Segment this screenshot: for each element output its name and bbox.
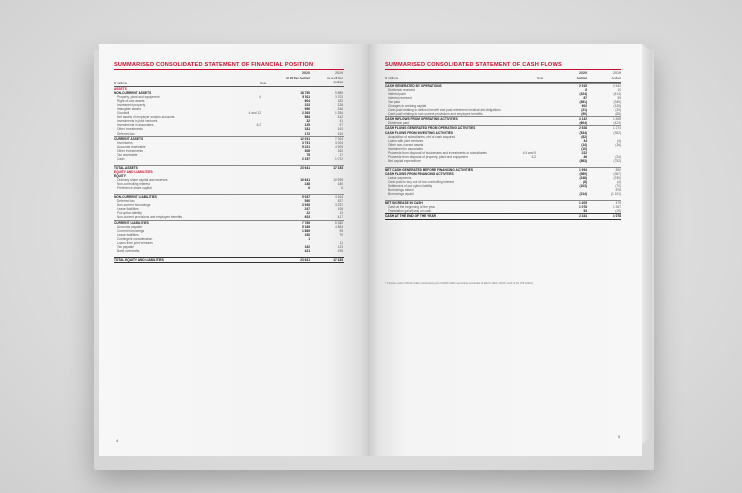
row-value-2019: 97 — [339, 123, 343, 128]
row-value-2020: 584 — [304, 115, 310, 120]
row-value-2019: 228 — [337, 103, 343, 108]
row-value-2019: 262 — [337, 148, 343, 153]
row-value-2019: 9 889 — [335, 91, 343, 96]
left-sub-2019: As at 28 Dec Audited — [326, 76, 343, 84]
row-label: Dividends received — [388, 88, 415, 93]
row-value-2020: 7 789 — [302, 220, 310, 225]
row-label: TOTAL EQUITY AND LIABILITIES — [114, 257, 164, 262]
row-label: Cash paid relating to defined benefit and post-retirement medical aid obligations — [388, 108, 501, 113]
table-row — [385, 213, 621, 219]
row-label: Deferred tax — [117, 199, 135, 204]
row-value-2019: (85) — [615, 112, 621, 117]
row-value-2019: 1 284 — [335, 111, 343, 116]
row-label: Interest received — [388, 96, 412, 101]
row-value-2020: 3 791 — [302, 140, 310, 145]
row-value-2020: 990 — [304, 107, 310, 112]
row-value-2019: 527 — [337, 199, 343, 204]
right-year-2019: 2019 — [613, 71, 621, 75]
row-value-2020: 3 935 — [302, 203, 310, 208]
row-value-2020: 162 — [304, 244, 310, 249]
left-page — [99, 44, 368, 456]
left-year-2019: 2019 — [335, 71, 343, 75]
row-value-2019: 4 909 — [335, 144, 343, 149]
row-label: Non-controlling interest — [117, 182, 150, 187]
row-value-2019: 13 — [339, 211, 343, 216]
row-label: Lease payments — [388, 176, 412, 181]
row-label: Contingent consideration — [117, 236, 153, 241]
row-value-2020: 150 — [304, 232, 310, 237]
row-value-2020: (90) — [581, 112, 587, 117]
page-number-left: 4 — [116, 438, 119, 443]
row-label: Current borrowings — [117, 228, 145, 233]
row-label: Tax paid — [388, 100, 400, 105]
row-value-2020: 125 — [304, 123, 310, 128]
row-value-2020: (103) — [579, 184, 587, 189]
row-label: EQUITY AND LIABILITIES — [114, 169, 153, 174]
page-stack-edge — [642, 44, 652, 444]
row-value-2019: 1 078 — [613, 214, 621, 219]
row-value-2019: (70) — [615, 184, 621, 189]
right-sub-2019: Audited — [611, 76, 621, 80]
left-year-2020: 2020 — [302, 71, 310, 75]
row-value-2019: (352) — [613, 130, 621, 135]
right-sub-2020: Audited — [576, 76, 587, 80]
row-label: Dividends paid — [388, 121, 409, 126]
title-rule-right — [385, 69, 621, 70]
row-value-2019: 442 — [337, 115, 343, 120]
row-label: Put option liability — [117, 211, 142, 216]
row-label: Other investments — [117, 127, 143, 132]
row-value-2020: (324) — [579, 92, 587, 97]
row-note: 6.2 — [256, 123, 261, 128]
row-label: Accounts receivable — [117, 144, 146, 149]
row-value-2020: 421 — [304, 248, 310, 253]
row-value-2019: 154 — [337, 131, 343, 136]
row-value-2019: 6 — [341, 186, 343, 191]
row-value-2020: 53 — [583, 209, 587, 214]
row-value-2020: 5 221 — [302, 144, 310, 149]
row-label: NON-CURRENT ASSETS — [114, 91, 152, 96]
row-value-2020: 6 — [308, 186, 310, 191]
row-value-2019: (424) — [613, 121, 621, 126]
row-label: Ordinary share capital and reserves — [117, 178, 168, 183]
row-value-2019: (367) — [613, 171, 621, 176]
row-label: Bank overdrafts — [117, 248, 140, 253]
row-value-2020: (589) — [579, 171, 587, 176]
row-value-2019: 95 — [339, 228, 343, 233]
row-label: Interest paid — [388, 92, 406, 97]
row-label: Changes in working capital — [388, 104, 427, 109]
row-label: ASSETS — [114, 87, 127, 91]
row-value-2019: 1 698 — [613, 117, 621, 122]
row-label: NON-CURRENT LIABILITIES — [114, 195, 157, 200]
row-value-2020: (82) — [581, 134, 587, 139]
row-value-2020: 1 994 — [579, 167, 587, 172]
row-label: Cash at the beginning of the year — [388, 205, 435, 210]
row-label: Investment in associates — [388, 146, 423, 151]
row-value-2020: 1 078 — [579, 205, 587, 210]
row-label: Borrowings raised — [388, 188, 414, 193]
cash-flows-table — [385, 83, 621, 220]
row-value-2020: (14) — [581, 142, 587, 147]
row-value-2019: (230) — [613, 176, 621, 181]
row-value-2019: 4 883 — [335, 224, 343, 229]
row-value-2020: (10) — [581, 146, 587, 151]
row-note: 4 and 12 — [248, 111, 261, 116]
row-value-2019: (34) — [615, 154, 621, 159]
row-value-2020: 2 263 — [302, 111, 310, 116]
row-value-2019: 180 — [337, 182, 343, 187]
row-value-2019: (4) — [617, 180, 621, 185]
row-value-2019: (4) — [617, 138, 621, 143]
row-value-2020: 308 — [304, 148, 310, 153]
row-label: Accounts payable — [117, 224, 143, 229]
row-label: CURRENT ASSETS — [114, 136, 144, 141]
row-value-2020: (214) — [579, 192, 587, 197]
row-label: CASH FLOWS FROM FINANCING ACTIVITIES — [385, 171, 454, 176]
row-value-2019: 2 642 — [613, 84, 621, 88]
row-label: Inventories — [117, 140, 133, 145]
row-value-2020: 22 — [306, 211, 310, 216]
row-value-2020: (8) — [583, 180, 587, 185]
left-column-header — [114, 71, 344, 85]
row-value-2019: 1 274 — [613, 126, 621, 131]
row-label: Translation gain/(loss) on cash — [388, 209, 432, 214]
row-value-2020: 8 — [585, 88, 587, 93]
row-label: Cash paid to buy out of non-controlling interest — [388, 180, 454, 185]
row-value-2020: 1 405 — [579, 201, 587, 206]
row-value-2020: (361) — [579, 100, 587, 105]
row-label: Investments in associates — [117, 123, 154, 128]
row-value-2020: 32 — [306, 119, 310, 124]
row-value-2019: 10 995 — [333, 178, 343, 183]
row-value-2020: 5 037 — [302, 195, 310, 200]
right-units-label: R millions — [385, 76, 399, 80]
financial-position-title: SUMMARISED CONSOLIDATED STATEMENT OF FINANCIAL POSITION — [114, 62, 314, 68]
row-label: Property, plant and equipment — [117, 95, 160, 100]
row-label: Settlement of put option liability — [388, 184, 433, 189]
row-label: Loans with joint ventures — [388, 138, 424, 143]
row-value-2020: 148 — [304, 182, 310, 187]
row-value-2019: 4 004 — [335, 140, 343, 145]
row-value-2020: 172 — [304, 131, 310, 136]
row-label: Other investments — [117, 148, 143, 153]
row-label: Proceeds from disposal of businesses and investments in subsidiaries — [388, 150, 487, 155]
row-label: Non-current provisions and employee benefits — [117, 215, 183, 220]
row-label: Cash — [117, 156, 125, 161]
row-value-2019: 7 264 — [335, 136, 343, 141]
row-value-2020: (534) — [579, 130, 587, 135]
row-value-2020: 36 — [583, 154, 587, 159]
row-label: Proceeds from disposal of property, plant and equipment — [388, 154, 468, 159]
row-label: EQUITY — [114, 173, 126, 178]
row-value-2019: 41 — [339, 119, 343, 124]
row-value-2019: 17 153 — [333, 257, 343, 262]
row-value-2019: (414) — [613, 92, 621, 97]
row-value-2020: 222 — [581, 150, 587, 155]
row-value-2020: 2 434 — [579, 214, 587, 219]
row-label: CASH INFLOWS FROM OPERATING ACTIVITIES — [385, 117, 458, 122]
row-label: NET INCREASE IN CASH — [385, 201, 423, 206]
table-row — [114, 257, 344, 263]
row-value-2019: 11 — [339, 240, 343, 245]
row-value-2019: 876 — [615, 188, 621, 193]
row-label: CASH FLOWS GENERATED FROM OPERATING ACTIVITIES — [385, 126, 476, 131]
row-label: Right-of-use assets — [117, 99, 145, 104]
cash-footnote: * Includes cash of R129 million (restricted) and of R280 million and bank overdrafts of R421 million (2019: cash of R1 078 million). — [385, 282, 534, 285]
row-label: Investment property — [117, 103, 146, 108]
row-value-2019: 417 — [337, 215, 343, 220]
row-label: Net assets of employer surplus accounts — [117, 115, 175, 120]
row-label: TOTAL ASSETS — [114, 165, 138, 170]
row-value-2019: 3 297 — [335, 203, 343, 208]
row-value-2020: 2 157 — [302, 156, 310, 161]
row-value-2020: 623 — [304, 215, 310, 220]
row-value-2020: 5 511 — [302, 95, 310, 100]
row-value-2019: 3 702 — [335, 95, 343, 100]
row-value-2019: 4 164 — [335, 195, 343, 200]
row-label: Goodwill — [117, 111, 130, 116]
row-value-2020: 87 — [583, 96, 587, 101]
row-value-2019: 182 — [337, 99, 343, 104]
row-value-2019: 1 367 — [613, 205, 621, 210]
page-number-right: 5 — [618, 434, 621, 439]
row-value-2019: 195 — [337, 248, 343, 253]
row-label: Intangible assets — [117, 107, 141, 112]
row-value-2020: 604 — [304, 99, 310, 104]
row-value-2020: (248) — [579, 176, 587, 181]
row-value-2020: 223 — [304, 103, 310, 108]
row-value-2020: 10 641 — [300, 178, 310, 183]
row-value-2019: 17 153 — [333, 165, 343, 170]
right-note-label: Note — [537, 76, 544, 80]
row-value-2020: 18 750 — [300, 91, 310, 96]
row-label: Other non-current assets — [388, 142, 424, 147]
row-label: Tax receivable — [117, 152, 138, 157]
row-value-2019: 70 — [339, 232, 343, 237]
row-value-2020: 5 189 — [302, 224, 310, 229]
row-label: Cash paid relating to non-current provisions and employee benefits — [388, 112, 483, 117]
row-value-2020: 12 031 — [300, 136, 310, 141]
cash-flows-title: SUMMARISED CONSOLIDATED STATEMENT OF CASH FLOWS — [385, 62, 562, 68]
row-label: Deferred tax — [117, 131, 135, 136]
row-label: Net capital expenditure — [388, 158, 421, 163]
row-value-2019: 123 — [337, 244, 343, 249]
row-value-2020: 34 — [583, 138, 587, 143]
row-value-2020: 2 528 — [579, 126, 587, 131]
row-label: Lease liabilities — [117, 207, 139, 212]
row-note: 4 — [259, 95, 261, 100]
row-label: Lease liabilities — [117, 232, 139, 237]
row-value-2019: (16) — [615, 142, 621, 147]
row-value-2020: 247 — [304, 207, 310, 212]
row-value-2019: 163 — [337, 127, 343, 132]
right-page — [368, 44, 642, 456]
row-value-2019: (39) — [615, 108, 621, 113]
row-label: Preference share capital — [117, 186, 152, 191]
row-value-2020: 3 132 — [579, 117, 587, 122]
row-value-2019: (19) — [615, 209, 621, 214]
row-value-2019: 475 — [615, 201, 621, 206]
row-note: 4.5 and 5 — [522, 150, 536, 155]
row-value-2020: (604) — [579, 121, 587, 126]
row-value-2020: 23 641 — [300, 165, 310, 170]
left-note-label: Note — [260, 81, 267, 85]
row-value-2019: 10 — [617, 88, 621, 93]
row-value-2019: (349) — [613, 100, 621, 105]
financial-position-table — [114, 87, 344, 263]
row-value-2019: 1 072 — [335, 156, 343, 161]
row-label: CASH GENERATED BY OPERATIONS — [385, 84, 442, 88]
title-rule — [114, 69, 344, 70]
row-label: CASH AT THE END OF THE YEAR — [385, 214, 436, 219]
row-label: Acquisition of subsidiaries, net of cash acquired — [388, 134, 456, 139]
row-note: 6.2 — [531, 154, 536, 159]
row-label: CURRENT LIABILITIES — [114, 220, 149, 225]
row-value-2020: 23 641 — [300, 257, 310, 262]
row-value-2020: 1 865 — [302, 228, 310, 233]
row-value-2019: (752) — [613, 158, 621, 163]
row-label: Borrowings repaid — [388, 192, 414, 197]
row-value-2019: (1 101) — [610, 192, 621, 197]
row-value-2019: 346 — [337, 107, 343, 112]
row-value-2019: 892 — [615, 167, 621, 172]
row-label: Non-current borrowings — [117, 203, 151, 208]
row-value-2020: (21) — [581, 108, 587, 113]
row-label: Tax payable — [117, 244, 135, 249]
row-value-2020: 2 915 — [579, 84, 587, 88]
row-value-2019: 108 — [337, 207, 343, 212]
row-value-2019: 5 380 — [335, 220, 343, 225]
row-value-2020: 181 — [304, 127, 310, 132]
row-value-2019: 59 — [617, 96, 621, 101]
left-sub-2020: At 28 Dec Audited — [286, 76, 310, 80]
right-year-2020: 2020 — [579, 71, 587, 75]
row-label: NET CASH GENERATED BEFORE FINANCING ACTIVITIES — [385, 167, 474, 172]
left-units-label: R millions — [114, 81, 128, 85]
row-value-2020: (563) — [579, 158, 587, 163]
row-value-2019: 17 — [339, 152, 343, 157]
row-value-2020: 902 — [581, 104, 587, 109]
row-value-2020: 75 — [306, 152, 310, 157]
row-value-2020: 1 — [308, 236, 310, 241]
row-value-2019: (128) — [613, 104, 621, 109]
row-label: Loans from joint ventures — [117, 240, 153, 245]
row-label: CASH FLOWS FROM INVESTING ACTIVITIES — [385, 130, 454, 135]
row-label: Investments in joint ventures — [117, 119, 158, 124]
row-value-2020: 590 — [304, 199, 310, 204]
